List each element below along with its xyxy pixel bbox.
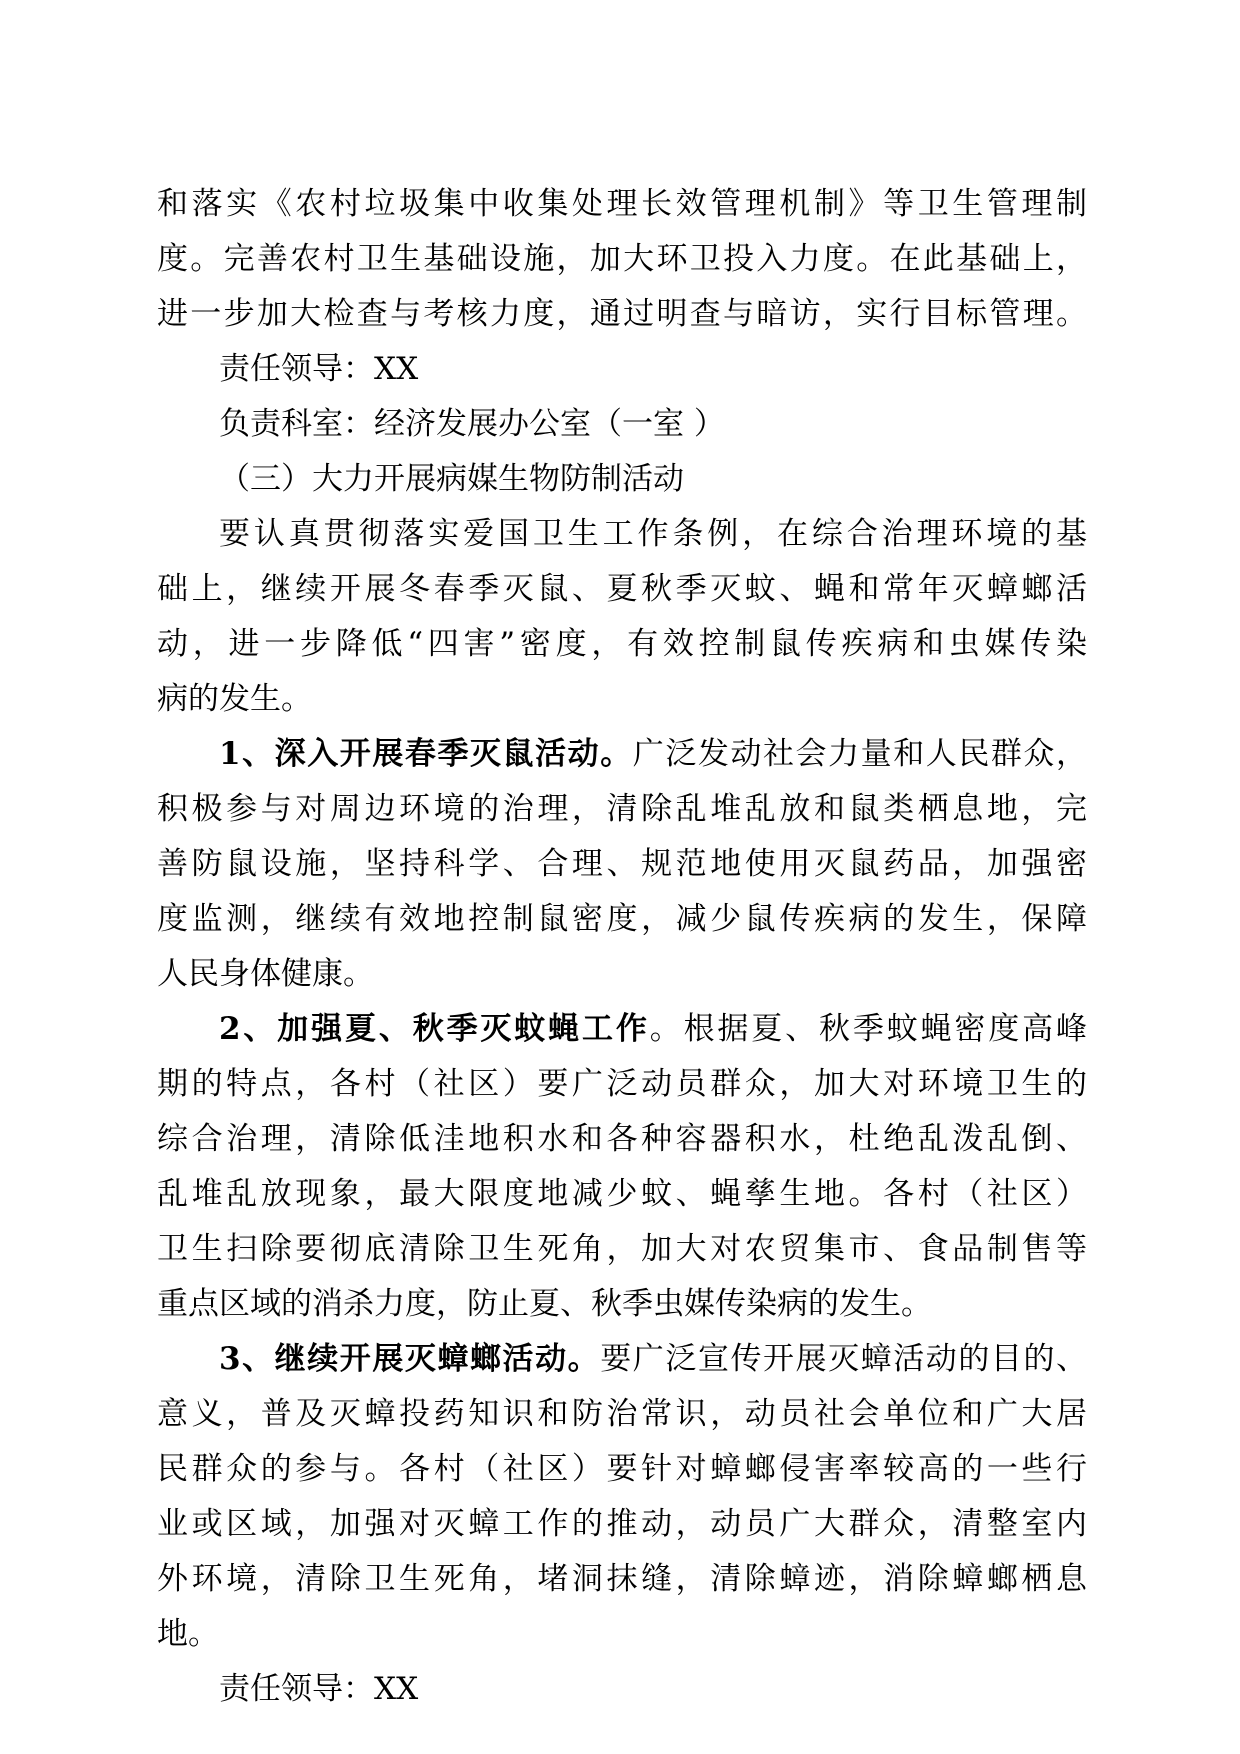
line-text: 积极参与对周边环境的治理，清除乱堆乱放和鼠类栖息地，完 [157,791,1087,827]
line-text: 础上，继续开展冬春季灭鼠、夏秋季灭蚊、蝇和常年灭蟑螂活 [157,571,1087,607]
text-line [157,1504,1087,1544]
text-line [157,1394,1087,1434]
text-line [219,1669,1087,1709]
line-text: 进一步加大检查与考核力度，通过明查与暗访，实行目标管理。 [157,296,1087,332]
text-line [157,239,1087,279]
text-line [219,514,1087,554]
text-line [219,734,1087,774]
text-line [157,844,1087,884]
line-text: 动，进一步降低“四害”密度，有效控制鼠传疾病和虫媒传染 [157,626,1087,662]
line-text: 乱堆乱放现象，最大限度地减少蚊、蝇孳生地。各村（社区） [157,1176,1087,1212]
line-text: 责任领导：XX [219,1671,419,1707]
text-line [219,1009,1087,1049]
text-line [157,679,1087,719]
line-text: 要广泛宣传开展灭蟑活动的目的、 [600,1341,1087,1377]
line-text: 期的特点，各村（社区）要广泛动员群众，加大对环境卫生的 [157,1066,1087,1102]
text-line [157,1229,1087,1269]
line-text: 病的发生。 [157,681,312,717]
line-text: 负责科室：经济发展办公室（一室 ） [219,406,725,442]
text-line [157,1174,1087,1214]
bold-heading: 3、继续开展灭蟑螂活动。 [219,1341,601,1377]
text-line [157,624,1087,664]
text-line [157,569,1087,609]
text-line [157,789,1087,829]
line-text: 度监测，继续有效地控制鼠密度，减少鼠传疾病的发生，保障 [157,901,1087,937]
text-line [157,1284,1087,1324]
line-text: 重点区域的消杀力度，防止夏、秋季虫媒传染病的发生。 [157,1286,932,1322]
line-text: 综合治理，清除低洼地积水和各种容器积水，杜绝乱泼乱倒、 [157,1121,1087,1157]
line-text: 人民身体健康。 [157,956,374,992]
text-line [157,184,1087,224]
line-text: 。根据夏、秋季蚊蝇密度高峰 [649,1011,1087,1047]
line-text: 卫生扫除要彻底清除卫生死角，加大对农贸集市、食品制售等 [157,1231,1087,1267]
line-text: 要认真贯彻落实爱国卫生工作条例，在综合治理环境的基 [219,516,1087,552]
line-text: 度。完善农村卫生基础设施，加大环卫投入力度。在此基础上， [157,241,1087,277]
text-line [157,1064,1087,1104]
line-text: （三）大力开展病媒生物防制活动 [219,461,684,497]
line-text: 地。 [157,1616,219,1652]
text-line [157,1449,1087,1489]
line-text: 善防鼠设施，坚持科学、合理、规范地使用灭鼠药品，加强密 [157,846,1087,882]
line-text: 意义，普及灭蟑投药知识和防治常识，动员社会单位和广大居 [157,1396,1087,1432]
line-text: 民群众的参与。各村（社区）要针对蟑螂侵害率较高的一些行 [157,1451,1087,1487]
line-text: 和落实《农村垃圾集中收集处理长效管理机制》等卫生管理制 [157,186,1087,222]
bold-heading: 1、深入开展春季灭鼠活动。 [219,736,633,772]
text-line [219,404,1087,444]
text-line [157,1559,1087,1599]
text-line [157,1614,1087,1654]
text-line [219,349,1087,389]
text-line [157,294,1087,334]
text-line [157,899,1087,939]
line-text: 广泛发动社会力量和人民群众， [632,736,1087,772]
text-line [157,954,1087,994]
line-text: 责任领导：XX [219,351,419,387]
text-line [157,1119,1087,1159]
bold-heading: 2、加强夏、秋季灭蚊蝇工作 [219,1011,650,1047]
line-text: 外环境，清除卫生死角，堵洞抹缝，清除蟑迹，消除蟑螂栖息 [157,1561,1087,1597]
line-text: 业或区域，加强对灭蟑工作的推动，动员广大群众，清整室内 [157,1506,1087,1542]
text-line [219,1339,1087,1379]
text-line [219,459,1087,499]
